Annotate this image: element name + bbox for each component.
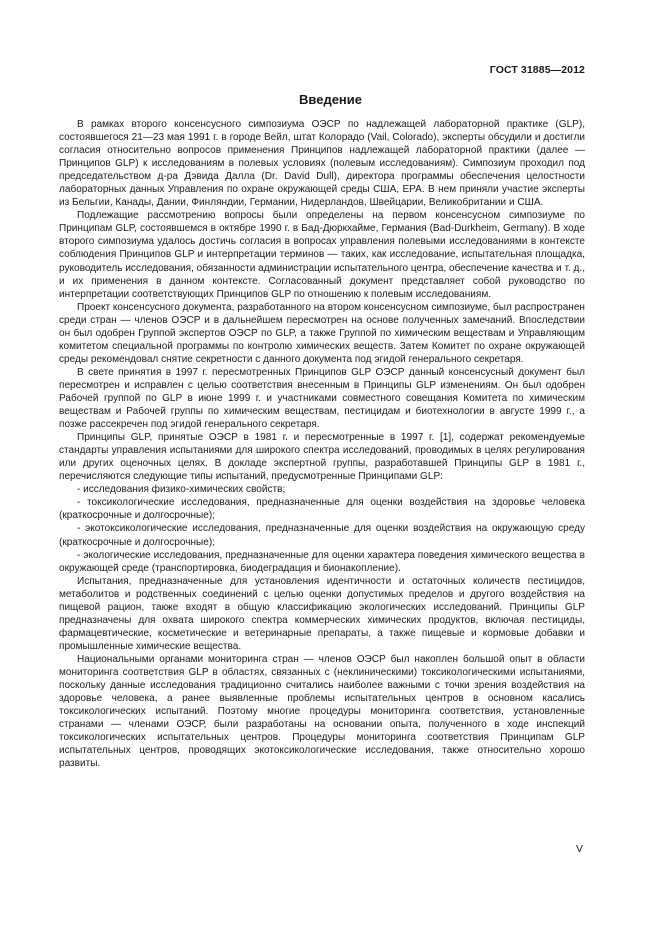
paragraph: Национальными органами мониторинга стран — членов ОЭСР был накоплен большой опыт в области мониторинга соответствия GLP в областях, связанных с (неклиническими) токсикологическими испытаниями, поскольку данные исследования традиционно считались наиболее важными с точки зрения воздействия на здоровье человека, а ранее выявленные проблемы испытательных центров в основном касались токсикологических испытаний. Поэтому многие процедуры мониторинга соответствия, установленные странами — членами ОЭСР, были разработаны на основании опыта, полученного в ходе инспекций токсикологических испытательных центров. Процедуры мониторинга соответствия Принципам GLP испытательных центров, проводящих экотоксикологические исследования, также относительно хорошо развиты. — [59, 653, 585, 770]
paragraph: Подлежащие рассмотрению вопросы были определены на первом консенсусном симпозиуме по Принципам GLP, состоявшемся в октябре 1990 г. в Бад-Дюркхайме, Германия (Bad-Durkheim, Germany). В ходе второго симпозиума удалось достичь согласия в вопросах управления полевыми исследованиями в контексте соблюдения Принципов GLP и интерпретации терминов — таких, как исследование, испытательная площадка, руководитель исследования, обязанности администрации испытательного центра, обеспечение качества и т. д., и их применения в данном контексте. Согласованный документ представляет собой руководство по интерпретации соответствующих Принципов GLP по отношению к полевым исследованиям. — [59, 210, 585, 300]
list-item: - исследования физико-химических свойств; — [77, 484, 286, 496]
list-item: - экологические исследования, предназначенные для оценки характера поведения химического вещества в окружающей среде (транспортировка, биодеградация и бионакопление). — [59, 549, 585, 574]
paragraph: В свете принятия в 1997 г. пересмотренных Принципов GLP ОЭСР данный консенсусный документ был пересмотрен и исправлен с целью соответствия внесенным в Принципы GLP изменениям. Он был одобрен Рабочей группой по GLP в июне 1999 г. и участниками совместного совещания Комитета по химическим веществам и Рабочей группы по химическим веществам, пестицидам и биотехнологии в августе 1999 г., а позже рассекречен под эгидой генерального секретаря. — [59, 366, 585, 431]
paragraph: Испытания, предназначенные для установления идентичности и остаточных количеств пестицидов, метаболитов и родственных соединений с целью оценки допустимых пределов и другого воздействия на пищевой рацион, также входят в общую классификацию экологических исследований. Принципы GLP предназначены для охвата широкого спектра коммерческих химических продуктов, включая пестициды, фармацевтические, косметические и ветеринарные препараты, а также пищевые и кормовые добавки и промышленные химические вещества. — [59, 575, 585, 652]
paragraph: В рамках второго консенсусного симпозиума ОЭСР по надлежащей лабораторной практике (GLP), состоявшегося 21—23 мая 1991 г. в городе Вейл, штат Колорадо (Vail, Colorado), эксперты обсудили и достигли согласия относительно вопросов применения Принципов надлежащей лабораторной практики (далее — Принципов GLP) к исследованиям в полевых условиях (полевым исследованиям). Симпозиум проходил под председательством д-ра Дэвида Далла (Dr. David Dull), директора программы обеспечения целостности лабораторных данных Управления по охране окружающей среды США, EPA. В нем приняли участие эксперты из Бельгии, Канады, Дании, Финляндии, Германии, Нидерландов, Швейцарии, Великобритании и США. — [59, 119, 585, 209]
list-item: - экотоксикологические исследования, предназначенные для оценки воздействия на окружающую среду (краткосрочные и долгосрочные); — [59, 523, 585, 548]
list-item: - токсикологические исследования, предназначенные для оценки воздействия на здоровье человека (краткосрочные и долгосрочные); — [59, 497, 585, 522]
paragraph: Принципы GLP, принятые ОЭСР в 1981 г. и пересмотренные в 1997 г. [1], содержат рекомендуемые стандарты управления испытаниями для широкого спектра исследований, проводимых в целях регулирования или других оценочных целях. В докладе экспертной группы, разработавшей Принципы GLP в 1981 г., перечисляются следующие типы испытаний, предусмотренные Принципами GLP: — [59, 432, 585, 483]
standard-code: ГОСТ 31885—2012 — [489, 64, 585, 76]
paragraph: Проект консенсусного документа, разработанного на втором консенсусном симпозиуме, был распространен среди стран — членов ОЭСР и в дальнейшем пересмотрен на основе полученных замечаний. Впоследствии он был одобрен Группой экспертов ОЭСР по GLP, а также Группой по химическим веществам и Управляющим комитетом специальной программы по контролю химических веществ. Затем Комитет по охране окружающей среды рекомендовал снятие секретности с данного документа под эгидой генерального секретаря. — [59, 301, 585, 365]
document-body — [59, 118, 585, 770]
page-number: V — [575, 843, 583, 855]
section-title: Введение — [299, 92, 362, 107]
